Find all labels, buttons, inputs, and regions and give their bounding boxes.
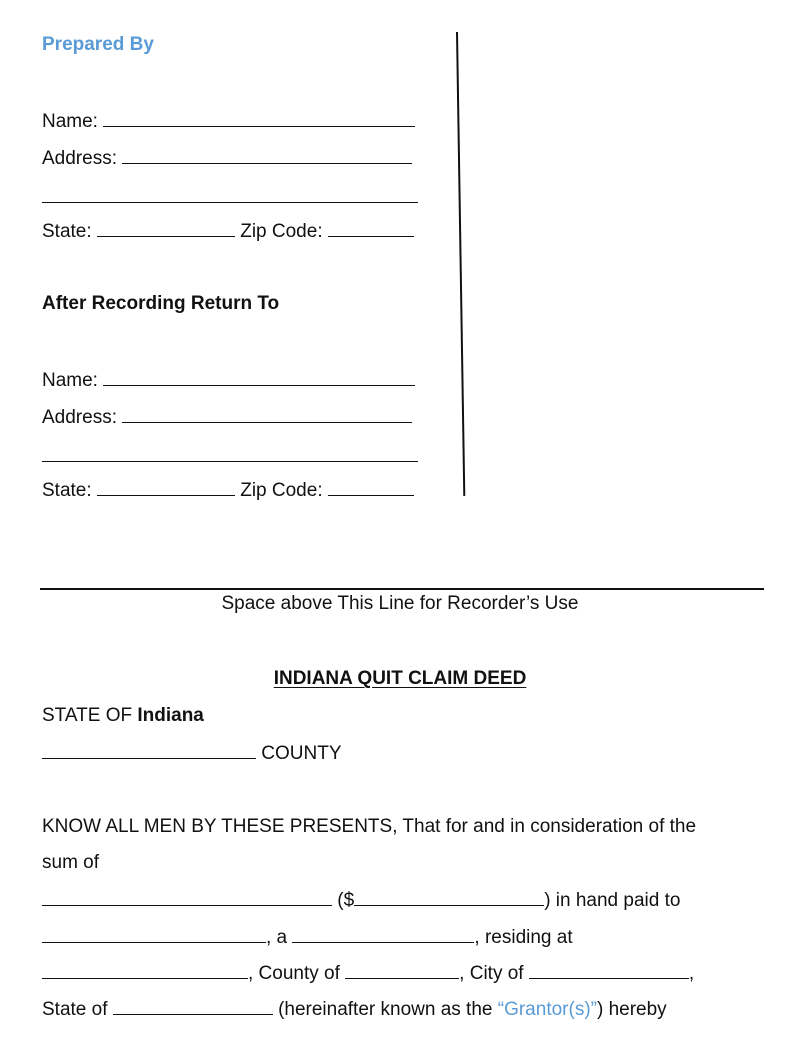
prepared-by-name-row	[42, 110, 415, 133]
grantor-state-row	[42, 998, 667, 1021]
prepared-by-state-field[interactable]	[97, 220, 235, 237]
know-all-line-1: KNOW ALL MEN BY THESE PRESENTS, That for and in consideration of the	[42, 816, 697, 837]
prepared-by-zip-field[interactable]	[328, 220, 414, 237]
location-row	[42, 962, 694, 985]
prepared-by-address-line2-field[interactable]	[42, 202, 418, 203]
state-of-text: State of	[42, 999, 108, 1020]
consideration-amount-field[interactable]	[354, 889, 544, 906]
grantee-row	[42, 926, 573, 949]
return-to-state-zip-row	[42, 479, 414, 502]
recorder-divider-line	[40, 588, 764, 590]
return-to-zip-label: Zip Code:	[240, 480, 323, 501]
vertical-divider	[456, 32, 465, 496]
prepared-by-heading: Prepared By	[42, 34, 154, 55]
grantor-state-field[interactable]	[113, 998, 273, 1015]
return-to-address-label: Address:	[42, 407, 117, 428]
a-text: , a	[266, 927, 288, 948]
prepared-by-name-field[interactable]	[103, 110, 415, 127]
prepared-by-state-label: State:	[42, 221, 92, 242]
return-to-state-field[interactable]	[97, 479, 235, 496]
return-to-zip-field[interactable]	[328, 479, 414, 496]
county-of-text: , County of	[248, 963, 340, 984]
deed-title: INDIANA QUIT CLAIM DEED	[273, 668, 527, 689]
grantee-name-field[interactable]	[42, 926, 266, 943]
prepared-by-state-zip-row	[42, 220, 414, 243]
county-field[interactable]	[42, 742, 256, 759]
prepared-by-address-row	[42, 147, 412, 170]
return-to-name-label: Name:	[42, 370, 98, 391]
consideration-words-field[interactable]	[42, 889, 332, 906]
county-row	[42, 742, 342, 765]
grantor-term: “Grantor(s)”	[497, 999, 597, 1020]
dollar-open-text: ($	[337, 890, 355, 911]
county-of-field[interactable]	[345, 962, 459, 979]
prepared-by-zip-label: Zip Code:	[240, 221, 323, 242]
know-all-line-2: sum of	[42, 852, 100, 873]
consideration-row	[42, 889, 680, 912]
return-to-state-label: State:	[42, 480, 92, 501]
return-to-address-row	[42, 406, 412, 429]
return-to-heading: After Recording Return To	[42, 293, 280, 314]
hereinafter-text: (hereinafter known as the	[278, 999, 493, 1020]
hereby-text: ) hereby	[596, 999, 667, 1020]
city-of-field[interactable]	[529, 962, 689, 979]
state-of-label: STATE OF	[42, 705, 133, 726]
prepared-by-name-label: Name:	[42, 111, 98, 132]
return-to-address-line2-field[interactable]	[42, 461, 418, 462]
return-to-name-row	[42, 369, 415, 392]
prepared-by-address-field[interactable]	[122, 147, 412, 164]
trailing-comma: ,	[688, 963, 695, 984]
address-field[interactable]	[42, 962, 248, 979]
grantee-status-field[interactable]	[292, 926, 474, 943]
state-of-row	[42, 705, 204, 727]
return-to-address-field[interactable]	[122, 406, 412, 423]
return-to-name-field[interactable]	[103, 369, 415, 386]
county-label: COUNTY	[261, 743, 342, 764]
city-of-text: , City of	[459, 963, 524, 984]
prepared-by-address-label: Address:	[42, 148, 117, 169]
recorder-note: Space above This Line for Recorder’s Use	[221, 593, 579, 614]
in-hand-paid-text: ) in hand paid to	[544, 890, 681, 911]
residing-at-text: , residing at	[474, 927, 573, 948]
state-value: Indiana	[137, 705, 204, 726]
